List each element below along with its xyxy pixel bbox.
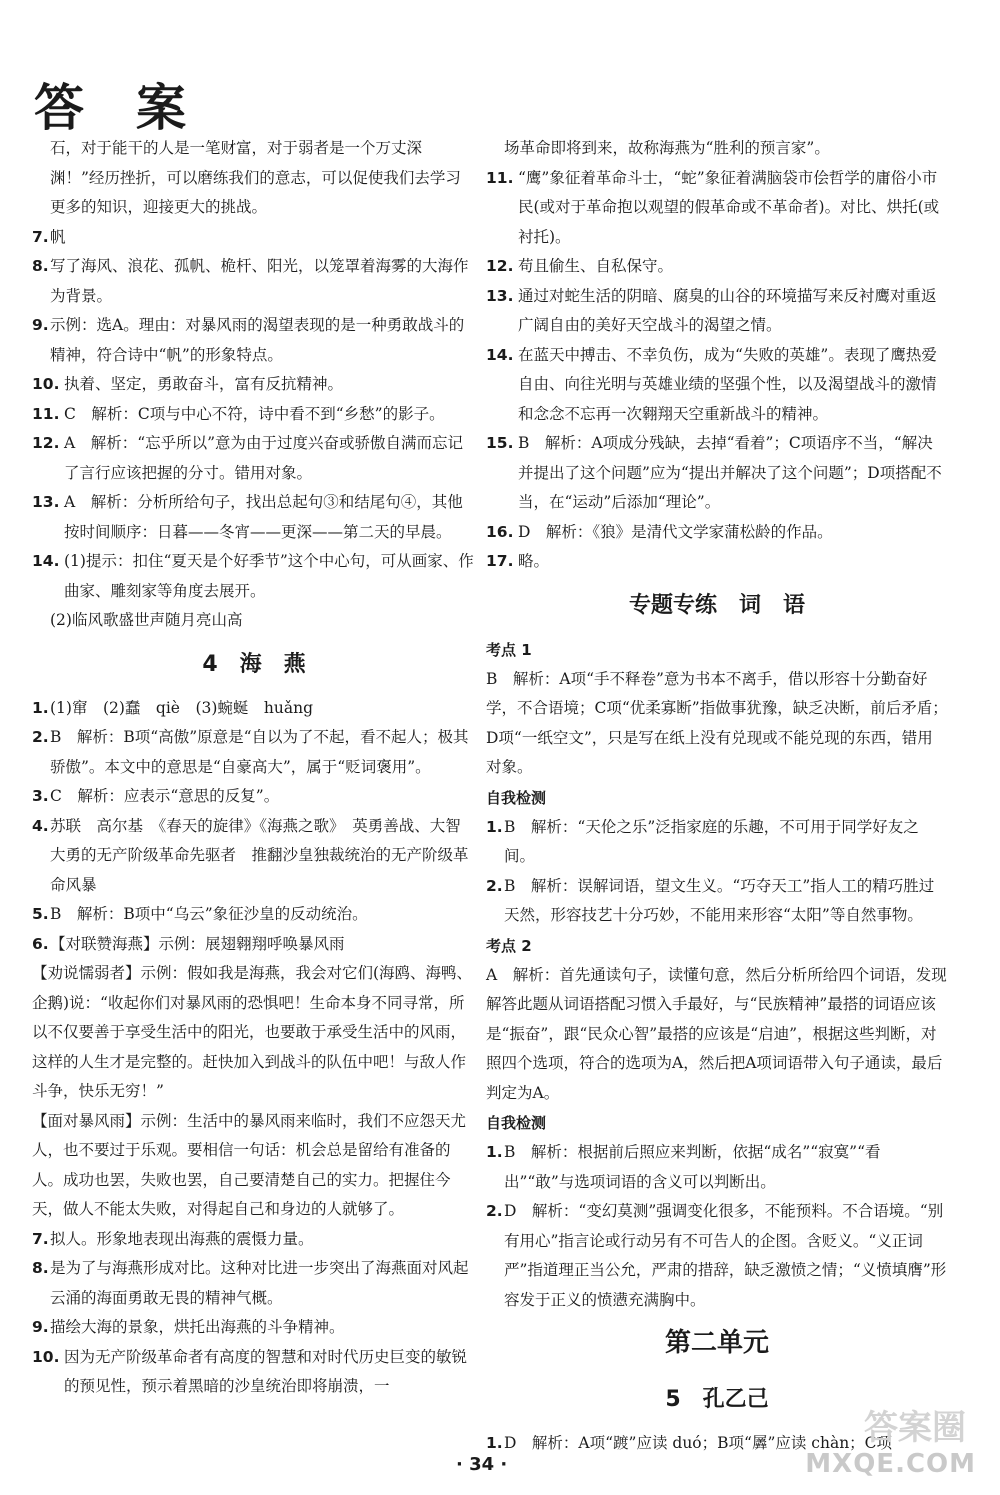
ziwo-2-items [486, 1138, 948, 1315]
answer-item [32, 252, 476, 311]
answer-number: 17. [486, 552, 514, 570]
answer-item [486, 1197, 948, 1315]
answer-text: A 解析：分析所给句子，找出总起句③和结尾句④，其他按时间顺序：日暮——冬宵——更深——第二天的早晨。 [64, 493, 463, 541]
answer-number: 11. [32, 404, 60, 423]
answer-number: 1. [486, 1434, 503, 1452]
answer-text: 示例：选A。理由：对暴风雨的渴望表现的是一种勇敢战斗的精神，符合诗中“帆”的形象特点。 [50, 316, 465, 364]
item6-persuade: 【劝说懦弱者】示例：假如我是海燕，我会对它们(海鸥、海鸭、企鹅)说：“收起你们对暴风雨的恐惧吧！生命本身不同寻常，所以不仅要善于享受生活中的阳光，也要敢于承受生活中的风雨，这样的人生才是完整的。赶快加入到战斗的队伍中吧！与敌人作斗争，快乐无穷！” [32, 964, 473, 1100]
answer-number: 1. [32, 698, 49, 717]
answer-number: 2. [486, 876, 503, 895]
answer-text: 描绘大海的景象，烘托出海燕的斗争精神。 [50, 1318, 345, 1336]
kaodian-2-heading: 考点 2 [486, 936, 532, 955]
answer-number: 13. [486, 286, 514, 305]
answer-item [32, 547, 476, 606]
items-b [32, 694, 476, 960]
watermark-logo [805, 1408, 992, 1489]
answer-item [486, 282, 948, 341]
answer-text: 略。 [518, 552, 550, 570]
answer-text: B 解析：A项成分残缺，去掉“看着”；C项语序不当，“解决并提出了这个问题”应为“提出并解决了这个问题”；D项搭配不当，在“运动”后添加“理论”。 [518, 434, 942, 511]
answer-item [486, 1138, 948, 1197]
answer-text: 拟人。形象地表现出海燕的震慑力量。 [50, 1229, 314, 1248]
answer-item [486, 547, 948, 577]
answer-text: D 解析：“变幻莫测”强调变化很多，不能预料。不合语境。“别有用心”指言论或行动另有不可告人的企图。含贬义。“义正词严”指道理正当公允，严肃的措辞，缺乏激愤之情；“义愤填膺”形容发于正义的愤懑充满胸中。 [504, 1202, 947, 1309]
answer-item [32, 723, 476, 782]
answer-text: 写了海风、浪花、孤帆、桅杆、阳光，以笼罩着海雾的大海作为背景。 [50, 257, 469, 305]
answer-text: “鹰”象征着革命斗士，“蛇”象征着满脑袋市侩哲学的庸俗小市民(或对于革命抱以观望的假革命或不革命者)。对比、烘托(或衬托)。 [518, 168, 940, 246]
answer-item [32, 694, 476, 724]
answer-text: B 解析：B项“高傲”原意是“自以为了不起，看不起人；极其骄傲”。本文中的意思是“自豪高大”，属于“贬词褒用”。 [50, 728, 469, 776]
answer-item [32, 900, 476, 930]
answer-number: 3. [32, 787, 49, 805]
answer-text: A 解析：“忘乎所以”意为由于过度兴奋或骄傲自满而忘记了言行应该把握的分寸。错用对象。 [64, 434, 464, 482]
answer-text: (1)窜 (2)蠢 qiè (3)蜿蜒 huǎng [50, 698, 314, 717]
continuation-text: 场革命即将到来，故称海燕为“胜利的预言家”。 [504, 139, 830, 157]
answer-number: 10. [32, 375, 60, 393]
answer-text: 通过对蛇生活的阴暗、腐臭的山谷的环境描写来反衬鹰对重返广阔自由的美好天空战斗的渴望之情。 [518, 286, 937, 334]
ziwo-1-items [486, 813, 948, 931]
answer-number: 8. [32, 1259, 49, 1277]
answer-number: 15. [486, 434, 514, 452]
ziwo-2-heading: 自我检测 [486, 1114, 547, 1132]
answer-item [32, 400, 476, 430]
section-title-ciyu: 专题专练 词 语 [628, 592, 805, 618]
answer-number: 12. [32, 434, 60, 452]
answer-text: B 解析：“天伦之乐”泛指家庭的乐趣，不可用于同学好友之间。 [504, 817, 919, 865]
answer-number: 1. [486, 817, 503, 836]
answer-number: 2. [486, 1202, 503, 1220]
answer-number: 9. [32, 1318, 49, 1336]
answer-item [486, 518, 948, 548]
ziwo-1-heading: 自我检测 [486, 788, 547, 807]
answer-item [32, 930, 476, 960]
answer-text: D 解析：A项“踱”应读 duó；B项“羼”应读 chàn；C项 [504, 1434, 893, 1452]
answer-number: 11. [486, 168, 514, 187]
answer-text: 苟且偷生、自私保守。 [518, 257, 674, 275]
answer-number: 13. [32, 493, 60, 511]
kaodian-2-text: A 解析：首先通读句子，读懂句意，然后分析所给四个词语，发现解答此题从词语搭配习惯入手最好，与“民族精神”最搭的词语应该是“振奋”，跟“民众心智”最搭的应该是“启迪”，根据这些判断，对照四个选项，符合的选项为A，然后把A项词语带入句子通读，最后判定为A。 [486, 965, 947, 1102]
answer-item [32, 782, 476, 812]
answer-number: 14. [32, 552, 60, 570]
items-c [32, 1225, 476, 1402]
answer-item [32, 1313, 476, 1343]
answer-item [32, 311, 476, 370]
unit-title: 第二单元 [664, 1328, 769, 1358]
answer-number: 7. [32, 1229, 49, 1248]
answer-number: 9. [32, 316, 49, 334]
answer-item [486, 872, 948, 931]
page-title: 答案 [34, 79, 238, 137]
answer-number: 1. [486, 1143, 503, 1161]
answer-text: C 解析：应表示“意思的反复”。 [50, 787, 280, 805]
answer-text: B 解析：B项中“乌云”象征沙皇的反动统治。 [50, 905, 368, 923]
answer-text: 【对联赞海燕】示例：展翅翱翔呼唤暴风雨 [50, 934, 345, 953]
answer-text: B 解析：误解词语，望文生义。“巧夺天工”指人工的精巧胜过天然，形容技艺十分巧妙，不能用来形容“太阳”等自然事物。 [504, 876, 935, 924]
answer-item [486, 429, 948, 518]
watermark-logo-text: 答案圈 [864, 1408, 966, 1448]
answer-text: C 解析：C项与中心不符，诗中看不到“乡愁”的影子。 [64, 404, 445, 423]
answer-item [32, 1343, 476, 1402]
page-number: · 34 · [456, 1454, 508, 1475]
answer-item [486, 813, 948, 872]
watermark-site-text: MXQE.COM [805, 1449, 976, 1479]
answer-number: 4. [32, 816, 49, 835]
answer-item [32, 370, 476, 400]
answer-text: 在蓝天中搏击、不幸负伤，成为“失败的英雄”。表现了鹰热爱自由、向往光明与英雄业绩的坚强个性，以及渴望战斗的激情和念念不忘再一次翱翔天空重新战斗的精神。 [518, 345, 937, 423]
answer-item [32, 223, 476, 253]
answer-number: 10. [32, 1347, 60, 1366]
answer-text: (1)提示：扣住“夏天是个好季节”这个中心句，可从画家、作曲家、雕刻家等角度去展开。 [64, 552, 474, 600]
answer-number: 16. [486, 522, 514, 541]
items-right-a [486, 164, 948, 577]
answer-item [32, 812, 476, 901]
answer-item [32, 1225, 476, 1255]
left-column [32, 134, 476, 1402]
item14-part2: (2)临风歌盛世声随月亮山高 [50, 611, 243, 629]
answer-item [486, 164, 948, 253]
answer-number: 7. [32, 227, 49, 246]
answer-text: D 解析：《狼》是清代文学家蒲松龄的作品。 [518, 522, 833, 541]
section-title-haiyan: 4 海 燕 [202, 651, 306, 677]
answer-text: 因为无产阶级革命者有高度的智慧和对时代历史巨变的敏锐的预见性，预示着黑暗的沙皇统治即将崩溃，一 [64, 1347, 468, 1395]
answer-number: 14. [486, 345, 514, 364]
answer-text: 是为了与海燕形成对比。这种对比进一步突出了海燕面对风起云涌的海面勇敢无畏的精神气概。 [50, 1259, 469, 1307]
answer-text: B 解析：根据前后照应来判断，依据“成名”“寂寞”“看出”“敢”与选项词语的含义可以判断出。 [504, 1143, 881, 1191]
answer-item [32, 488, 476, 547]
answer-number: 6. [32, 934, 49, 953]
answer-item [32, 1254, 476, 1313]
answer-text: 帆 [50, 227, 66, 246]
kaodian-1-text: B 解析：A项“手不释卷”意为书本不离手，借以形容十分勤奋好学，不合语境；C项“优柔寡断”指做事犹豫，缺乏决断，前后矛盾；D项“一纸空文”，只是写在纸上没有兑现或不能兑现的东西，错用对象。 [486, 669, 948, 776]
answer-number: 12. [486, 257, 514, 275]
answer-number: 5. [32, 905, 49, 923]
answer-item [486, 341, 948, 430]
item6-storm: 【面对暴风雨】示例：生活中的暴风雨来临时，我们不应怨天尤人，也不要过于乐观。要相信一句话：机会总是留给有准备的人。成功也罢，失败也罢，自己要清楚自己的实力。把握住今天，做人不能太失败，对得起自己和身边的人就够了。 [32, 1111, 467, 1218]
answer-number: 8. [32, 257, 49, 275]
right-column [486, 134, 948, 1459]
answer-number: 2. [32, 728, 49, 746]
items-a [32, 223, 476, 607]
intro-paragraph: 石，对于能干的人是一笔财富，对于弱者是一个万丈深渊！”经历挫折，可以磨练我们的意志，可以促使我们去学习更多的知识，迎接更大的挑战。 [50, 139, 461, 216]
answer-item [486, 252, 948, 282]
answer-text: 执着、坚定，勇敢奋斗，富有反抗精神。 [64, 375, 344, 393]
answer-text: 苏联 高尔基 《春天的旋律》《海燕之歌》 英勇善战、大智大勇的无产阶级革命先驱者 推翻沙皇独裁统治的无产阶级革命风暴 [50, 816, 469, 894]
kaodian-1-heading: 考点 1 [486, 640, 532, 659]
answer-item [32, 429, 476, 488]
lesson-title: 5 孔乙己 [665, 1387, 769, 1412]
